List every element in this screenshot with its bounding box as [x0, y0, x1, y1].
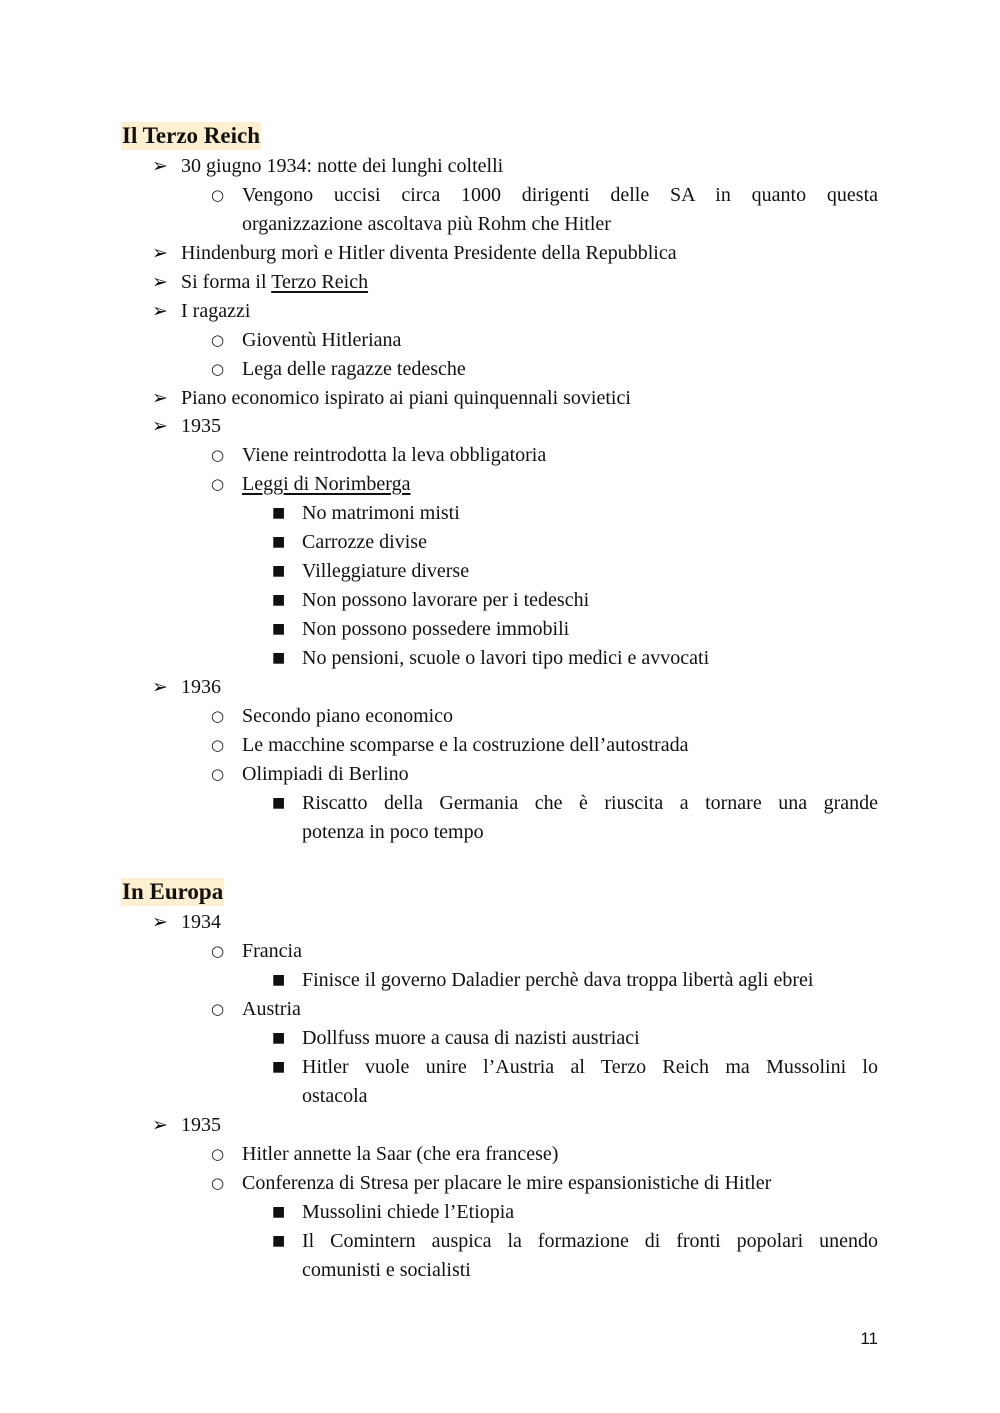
square-bullet-icon: ■ — [272, 1030, 286, 1046]
circle-bullet-icon: ○ — [211, 1145, 225, 1163]
section-heading-in-europa: In Europa — [122, 879, 224, 904]
arrow-bullet-icon: ➢ — [152, 415, 168, 437]
circle-bullet-icon: ○ — [211, 331, 225, 349]
square-bullet-icon: ■ — [272, 650, 286, 666]
circle-bullet-icon: ○ — [211, 736, 225, 754]
sub-sub-list-item: No pensioni, scuole o lavori tipo medici e avvocati — [302, 647, 710, 669]
circle-bullet-icon: ○ — [211, 707, 225, 725]
sub-list-item-line: Vengono uccisi circa 1000 dirigenti delle SA in quanto questa — [242, 184, 878, 206]
sub-sub-list-item-line: potenza in poco tempo — [302, 821, 484, 843]
square-bullet-icon: ■ — [272, 505, 286, 521]
sub-list-item: Hitler annette la Saar (che era francese) — [242, 1143, 559, 1165]
sub-list-item: Olimpiadi di Berlino — [242, 763, 409, 785]
sub-list-item: Secondo piano economico — [242, 705, 454, 727]
sub-list-item: Viene reintrodotta la leva obbligatoria — [242, 444, 547, 466]
arrow-bullet-icon: ➢ — [152, 911, 168, 933]
arrow-bullet-icon: ➢ — [152, 271, 168, 293]
arrow-bullet-icon: ➢ — [152, 155, 168, 177]
square-bullet-icon: ■ — [272, 563, 286, 579]
sub-sub-list-item-line: Il Comintern auspica la formazione di fronti popolari unendo — [302, 1230, 878, 1252]
square-bullet-icon: ■ — [272, 592, 286, 608]
arrow-bullet-icon: ➢ — [152, 1114, 168, 1136]
sub-sub-list-item: Villeggiature diverse — [302, 560, 470, 582]
list-item: I ragazzi — [181, 300, 251, 322]
circle-bullet-icon: ○ — [211, 942, 225, 960]
sub-list-item: Gioventù Hitleriana — [242, 329, 402, 351]
square-bullet-icon: ■ — [272, 621, 286, 637]
list-item: 30 giugno 1934: notte dei lunghi coltelli — [181, 155, 504, 177]
circle-bullet-icon: ○ — [211, 186, 225, 204]
sub-list-item — [242, 470, 878, 499]
list-item: 1935 — [181, 415, 221, 437]
sub-sub-list-item-line: Riscatto della Germania che è riuscita a tornare una grande — [302, 792, 878, 814]
circle-bullet-icon: ○ — [211, 446, 225, 464]
sub-sub-list-item: Non possono possedere immobili — [302, 618, 570, 640]
square-bullet-icon: ■ — [272, 972, 286, 988]
list-item: Hindenburg morì e Hitler diventa Presidente della Repubblica — [181, 242, 677, 264]
terzo-reich-link[interactable]: Terzo Reich — [271, 271, 369, 293]
sub-sub-list-item: Non possono lavorare per i tedeschi — [302, 589, 590, 611]
leggi-di-norimberga-link[interactable]: Leggi di Norimberga — [242, 473, 411, 495]
sub-sub-list-item: Mussolini chiede l’Etiopia — [302, 1201, 515, 1223]
sub-sub-list-item-line: ostacola — [302, 1085, 368, 1107]
arrow-bullet-icon: ➢ — [152, 387, 168, 409]
square-bullet-icon: ■ — [272, 1233, 286, 1249]
list-item: 1935 — [181, 1114, 221, 1136]
sub-sub-list-item: No matrimoni misti — [302, 502, 460, 524]
sub-sub-list-item: Dollfuss muore a causa di nazisti austriaci — [302, 1027, 640, 1049]
sub-list-item: Francia — [242, 940, 302, 962]
circle-bullet-icon: ○ — [211, 1000, 225, 1018]
sub-list-item: Austria — [242, 998, 301, 1020]
sub-list-item: Conferenza di Stresa per placare le mire espansionistiche di Hitler — [242, 1172, 772, 1194]
sub-sub-list-item-line: Hitler vuole unire l’Austria al Terzo Reich ma Mussolini lo — [302, 1056, 878, 1078]
square-bullet-icon: ■ — [272, 534, 286, 550]
circle-bullet-icon: ○ — [211, 360, 225, 378]
square-bullet-icon: ■ — [272, 1059, 286, 1075]
sub-sub-list-item-line: comunisti e socialisti — [302, 1259, 471, 1281]
circle-bullet-icon: ○ — [211, 765, 225, 783]
list-item: 1936 — [181, 676, 221, 698]
sub-sub-list-item: Finisce il governo Daladier perchè dava troppa libertà agli ebrei — [302, 969, 814, 991]
list-item-text: Si forma il — [181, 271, 272, 293]
arrow-bullet-icon: ➢ — [152, 676, 168, 698]
circle-bullet-icon: ○ — [211, 475, 225, 493]
square-bullet-icon: ■ — [272, 795, 286, 811]
square-bullet-icon: ■ — [272, 1204, 286, 1220]
list-item: Piano economico ispirato ai piani quinquennali sovietici — [181, 387, 631, 409]
list-item: 1934 — [181, 911, 221, 933]
sub-list-item-line: organizzazione ascoltava più Rohm che Hitler — [242, 213, 611, 235]
sub-sub-list-item: Carrozze divise — [302, 531, 427, 553]
arrow-bullet-icon: ➢ — [152, 242, 168, 264]
circle-bullet-icon: ○ — [211, 1174, 225, 1192]
section-heading-terzo-reich: Il Terzo Reich — [122, 123, 260, 148]
page-number: 11 — [860, 1329, 878, 1348]
arrow-bullet-icon: ➢ — [152, 300, 168, 322]
sub-list-item: Lega delle ragazze tedesche — [242, 358, 466, 380]
list-item — [181, 268, 368, 297]
sub-list-item: Le macchine scomparse e la costruzione dell’autostrada — [242, 734, 689, 756]
